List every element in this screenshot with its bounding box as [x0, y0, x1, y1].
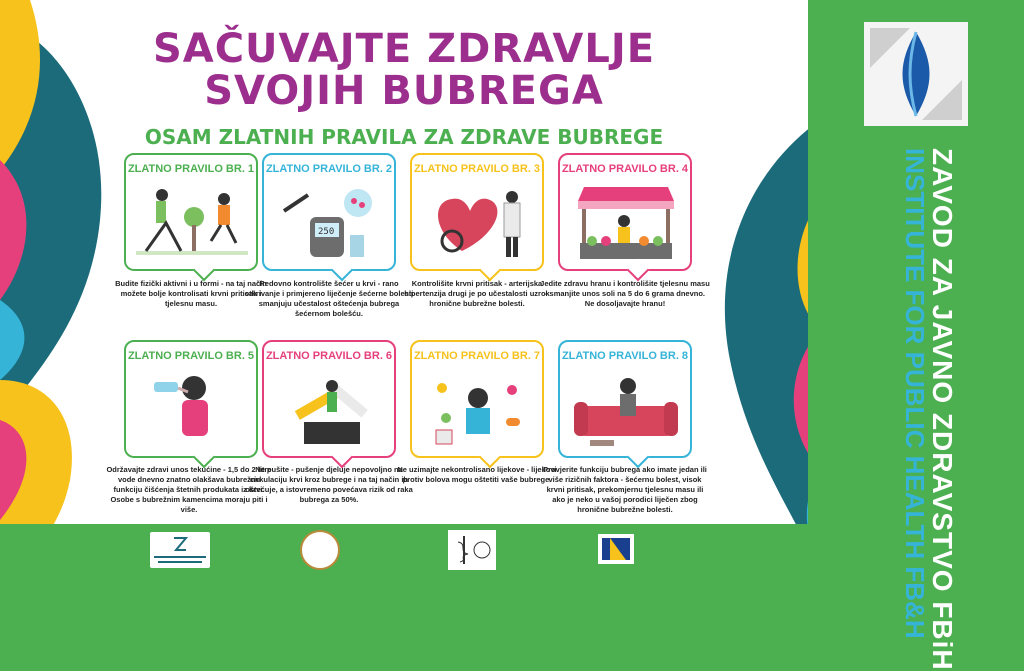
main-title-line-1: SAČUVAJTE ZDRAVLJE [152, 26, 656, 72]
institute-name-english: INSTITUTE FOR PUBLIC HEALTH FB&H [900, 148, 930, 639]
rule-4-title: ZLATNO PRAVILO BR. 4 [561, 163, 689, 175]
institute-logo-icon [150, 532, 210, 568]
rule-6-text: Ne pušite - pušenje djeluje nepovoljno na cirkulaciju krvi kroz bubrege i na taj način ih oštećuje, a istovremeno povećava rizik od raka bubrega za 50%. [245, 465, 413, 504]
seal-logo-icon [300, 530, 340, 570]
no-smoking-icon [274, 368, 386, 452]
rule-card-1 [124, 153, 258, 271]
rule-card-3 [410, 153, 544, 271]
rule-1-title: ZLATNO PRAVILO BR. 1 [127, 163, 255, 175]
rule-card-8 [558, 340, 692, 458]
institute-name-local: ZAVOD ZA JAVNO ZDRAVSTVO FBiH [927, 148, 958, 671]
rule-3-text: Kontrolišite krvni pritisak - arterijska hipertenzija drugi je po učestalosti uzrok hronične bubrežne bolesti. [404, 279, 550, 308]
rule-8-title: ZLATNO PRAVILO BR. 8 [561, 350, 689, 362]
medical-logo-icon [448, 530, 496, 570]
rule-card-5 [124, 340, 258, 458]
drinking-water-icon [136, 368, 248, 452]
main-title-line-2: SVOJIH BUBREGA [204, 68, 604, 114]
rule-3-title: ZLATNO PRAVILO BR. 3 [413, 163, 541, 175]
rule-5-title: ZLATNO PRAVILO BR. 5 [127, 350, 255, 362]
institute-emblem-icon [864, 22, 968, 126]
svg-text:250: 250 [318, 227, 335, 237]
glucometer-icon [274, 181, 386, 265]
subtitle: OSAM ZLATNIH PRAVILA ZA ZDRAVE BUBREGE [144, 125, 664, 149]
rule-5-text: Održavajte zdravi unos tekućine - 1,5 do 2 litre vode dnevno znatno olakšava bubrežnu funkciju čišćenja štetnih produkata iz krvi. Osobe s bubrežnim kamencima moraju piti i više. [106, 465, 272, 514]
ministry-logo-icon [598, 534, 634, 564]
rule-card-6 [262, 340, 396, 458]
rule-7-text: Ne uzimajte nekontrolisano lijekove - lijekovi protiv bolova mogu oštetiti vaše bubrege. [397, 465, 557, 484]
rule-6-title: ZLATNO PRAVILO BR. 6 [265, 350, 393, 362]
sofa-person-icon [570, 368, 682, 452]
market-stall-icon [570, 181, 682, 265]
rule-8-text: Provjerite funkciju bubrega ako imate jedan ili više rizičnih faktora - šećernu bolest, visok krvni pritisak, prekomjernu tjelesnu masu ili ako je neko u vašoj porodici liječen zbog hronične bubrežne bolesti. [543, 465, 707, 514]
pills-headache-icon [422, 368, 534, 452]
rule-4-text: Jedite zdravu hranu i kontrolišite tjelesnu masu - smanjite unos soli na 5 do 6 grama dnevno. Ne dosoljavajte hranu! [540, 279, 710, 308]
rule-2-text: Redovno kontrolište šećer u krvi - rano otkrivanje i primjereno liječenje šećerne bolesti smanjuju učestalost oštećenja bubrega šećernom bolešću. [244, 279, 414, 318]
rule-2-title: ZLATNO PRAVILO BR. 2 [265, 163, 393, 175]
running-exercise-icon [136, 181, 248, 265]
rule-card-2 [262, 153, 396, 271]
heart-doctor-icon [422, 181, 534, 265]
rule-card-4 [558, 153, 692, 271]
rule-1-text: Budite fizički aktivni i u formi - na taj način možete bolje kontrolisati krvni pritisak i tjelesnu masu. [115, 279, 267, 308]
footer-band [0, 524, 808, 576]
rule-7-title: ZLATNO PRAVILO BR. 7 [413, 350, 541, 362]
institute-panel [808, 0, 1024, 671]
rule-card-7 [410, 340, 544, 458]
